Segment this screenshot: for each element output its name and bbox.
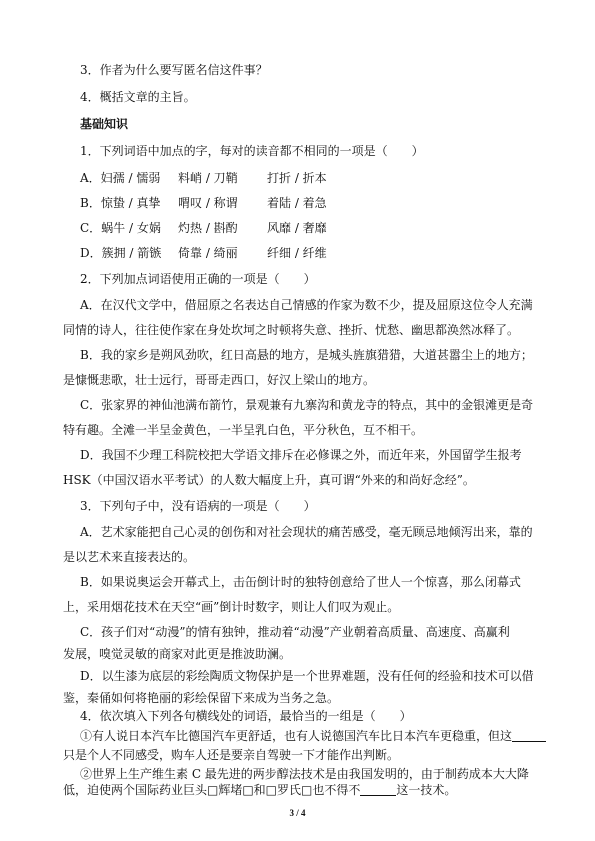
q3-option-d-line1: D．以生漆为底层的彩绘陶质文物保护是一个世界难题，没有任何的经验和技术可以借 xyxy=(80,669,534,683)
q1-option-b: B．惊蛰 / 真挚 喟叹 / 称谓 着陆 / 着急 xyxy=(80,196,327,210)
q2-option-a-line1: A．在汉代文学中，借屈原之名表达自己情感的作家为数不少，提及屈原这位令人充满 xyxy=(80,298,533,312)
q3-option-c-line1: C．孩子们对“动漫”的情有独钟，推动着“动漫”产业朝着高质量、高速度、高赢利 xyxy=(80,625,510,639)
q2-option-b-line1: B．我的家乡是朔风劲吹，红日高悬的地方，是城头旌旗猎猎，大道甚嚣尘上的地方； xyxy=(80,348,533,362)
question-2: 2．下列加点词语使用正确的一项是（ ） xyxy=(80,272,316,286)
section-heading: 基础知识 xyxy=(80,117,129,131)
fill-blank-2 xyxy=(360,783,396,796)
q4-sentence-2-line1: ②世界上生产维生素 C 最先进的两步醇法技术是由我国发明的，由于制药成本大大降 xyxy=(80,767,529,781)
q2-option-d-line1: D．我国不少理工科院校把大学语文排斥在必修课之外，而近年来，外国留学生报考 xyxy=(80,448,522,462)
q3-option-c-line2: 发展，嗅觉灵敏的商家对此更是推波助澜。 xyxy=(63,647,292,661)
question-3-read: 3．作者为什么要写匿名信这件事？ xyxy=(80,63,268,77)
q2-option-b-line2: 是慷慨悲歌，壮士远行，哥哥走西口，好汉上梁山的地方。 xyxy=(63,373,376,387)
q1-option-c: C．蜗牛 / 女娲 灼热 / 斟酌 风靡 / 奢靡 xyxy=(80,221,327,235)
fill-blank-1 xyxy=(512,729,546,742)
q2-option-a-line2: 同情的诗人，往往使作家在身处坎坷之时顿将失意、挫折、忧愁、幽思都涣然冰释了。 xyxy=(63,323,520,337)
q1-option-d: D．簇拥 / 箭镞 倚靠 / 绮丽 纤细 / 纤维 xyxy=(80,246,327,260)
question-4: 4．依次填入下列各句横线处的词语，最恰当的一组是（ ） xyxy=(80,709,412,723)
question-4-read: 4．概括文章的主旨。 xyxy=(80,90,196,104)
q2-option-d-line2: HSK（中国汉语水平考试）的人数大幅度上升，真可谓“外来的和尚好念经”。 xyxy=(63,473,475,487)
q1-option-a: A．妇孺 / 懦弱 料峭 / 刀鞘 打折 / 折本 xyxy=(80,171,327,185)
q3-option-b-line1: B．如果说奥运会开幕式上，击缶倒计时的独特创意给了世人一个惊喜，那么闭幕式 xyxy=(80,575,521,589)
question-1: 1．下列词语中加点的字，每对的读音都不相同的一项是（ ） xyxy=(80,144,424,158)
question-3: 3．下列句子中，没有语病的一项是（ ） xyxy=(80,499,316,513)
q3-option-b-line2: 上，采用烟花技术在天空“画”倒计时数字，则让人们叹为观止。 xyxy=(63,600,400,614)
q4-sentence-1-line2: 只是个人不同感受，购车人还是要亲自驾驶一下才能作出判断。 xyxy=(63,748,400,762)
q4-sentence-1-line1: ①有人说日本汽车比德国汽车更舒适，也有人说德国汽车比日本汽车更稳重，但这 xyxy=(80,728,546,744)
q3-option-a-line1: A．艺术家能把自己心灵的创伤和对社会现状的痛苦感受，毫无顾忌地倾泻出来，靠的 xyxy=(80,525,533,539)
q3-option-d-line2: 鉴，秦俑如何将艳丽的彩绘保留下来成为当务之急。 xyxy=(63,691,340,705)
q3-option-a-line2: 是以艺术来直接表达的。 xyxy=(63,550,196,564)
q2-option-c-line1: C．张家界的神仙池满布箭竹，景观兼有九寨沟和黄龙寺的特点，其中的金银滩更是奇 xyxy=(80,398,534,412)
page-number: 3 / 4 xyxy=(289,808,306,818)
q2-option-c-line2: 特有趣。全滩一半呈金黄色，一半呈乳白色，平分秋色，互不相干。 xyxy=(63,423,424,437)
q4-sentence-2-line2: 低，迫使两个国际药业巨头□辉堵□和□罗氏□也不得不 这一技术。 xyxy=(63,783,457,797)
